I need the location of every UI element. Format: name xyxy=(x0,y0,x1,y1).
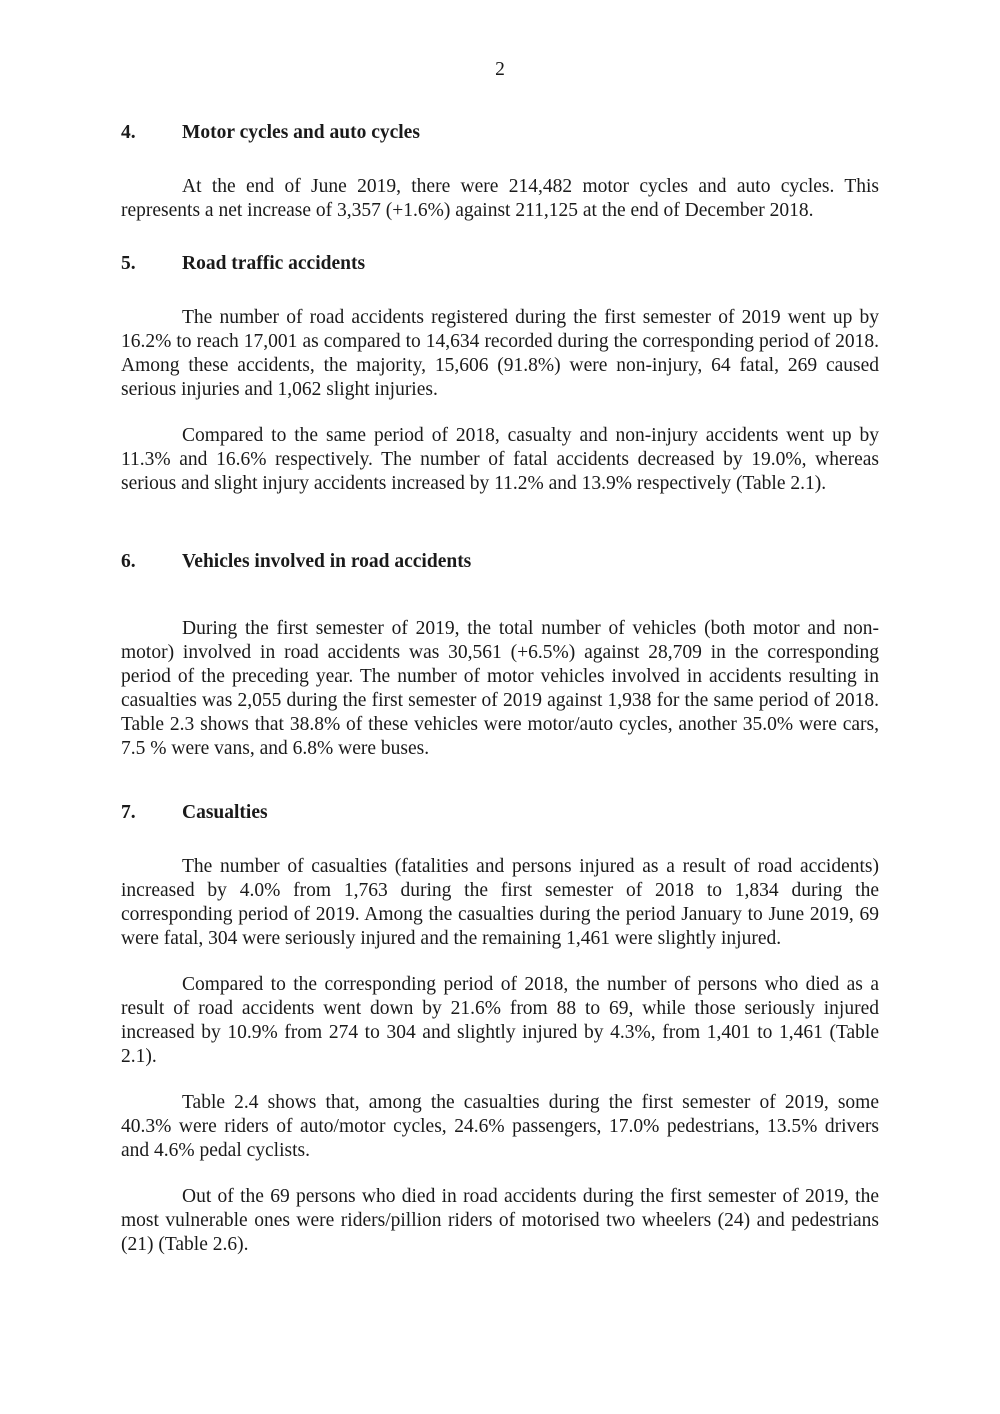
paragraph: Table 2.4 shows that, among the casualties during the first semester of 2019, some 40.3% were riders of auto/motor cycles, 24.6% passengers, 17.0% pedestrians, 13.5% drivers and 4.6% pedal cyclists. xyxy=(121,1092,879,1161)
section-heading-5 xyxy=(121,252,365,276)
section-title: Motor cycles and auto cycles xyxy=(182,122,420,143)
page-number: 2 xyxy=(495,59,505,80)
paragraph: The number of casualties (fatalities and persons injured as a result of road accidents) increased by 4.0% from 1,763 during the first semester of 2018 to 1,834 during the corresponding period of 2019. Among the casualties during the period January to June 2019, 69 were fatal, 304 were seriously injured and the remaining 1,461 were slightly injured. xyxy=(121,856,879,949)
section-number: 5. xyxy=(121,253,136,274)
paragraph: Out of the 69 persons who died in road accidents during the first semester of 2019, the most vulnerable ones were riders/pillion riders of motorised two wheelers (24) and pedestrians (21) (Table 2.6). xyxy=(121,1186,879,1255)
section-title: Road traffic accidents xyxy=(182,253,366,274)
paragraph: Compared to the same period of 2018, casualty and non-injury accidents went up by 11.3% and 16.6% respectively. The number of fatal accidents decreased by 19.0%, whereas serious and slight injury accidents increased by 11.2% and 13.9% respectively (Table 2.1). xyxy=(121,425,879,494)
section-heading-4 xyxy=(121,121,420,145)
section-number: 7. xyxy=(121,802,136,823)
paragraph: Compared to the corresponding period of 2018, the number of persons who died as a result of road accidents went down by 21.6% from 88 to 69, while those seriously injured increased by 10.9% from 274 to 304 and slightly injured by 4.3%, from 1,401 to 1,461 (Table 2.1). xyxy=(121,974,879,1067)
section-number: 6. xyxy=(121,551,136,572)
section-heading-6 xyxy=(121,550,471,574)
section-title: Casualties xyxy=(182,802,268,823)
section-number: 4. xyxy=(121,122,136,143)
paragraph: During the first semester of 2019, the total number of vehicles (both motor and non-motor) involved in road accidents was 30,561 (+6.5%) against 28,709 in the corresponding period of the preceding year. The number of motor vehicles involved in accidents resulting in casualties was 2,055 during the first semester of 2019 against 1,938 for the same period of 2018. Table 2.3 shows that 38.8% of these vehicles were motor/auto cycles, another 35.0% were cars, 7.5 % were vans, and 6.8% were buses. xyxy=(121,618,879,759)
paragraph: At the end of June 2019, there were 214,482 motor cycles and auto cycles. This represents a net increase of 3,357 (+1.6%) against 211,125 at the end of December 2018. xyxy=(121,176,879,221)
paragraph: The number of road accidents registered during the first semester of 2019 went up by 16.2% to reach 17,001 as compared to 14,634 recorded during the corresponding period of 2018. Among these accidents, the majority, 15,606 (91.8%) were non-injury, 64 fatal, 269 caused serious injuries and 1,062 slight injuries. xyxy=(121,307,879,400)
section-title: Vehicles involved in road accidents xyxy=(182,551,472,572)
section-heading-7 xyxy=(121,801,268,825)
